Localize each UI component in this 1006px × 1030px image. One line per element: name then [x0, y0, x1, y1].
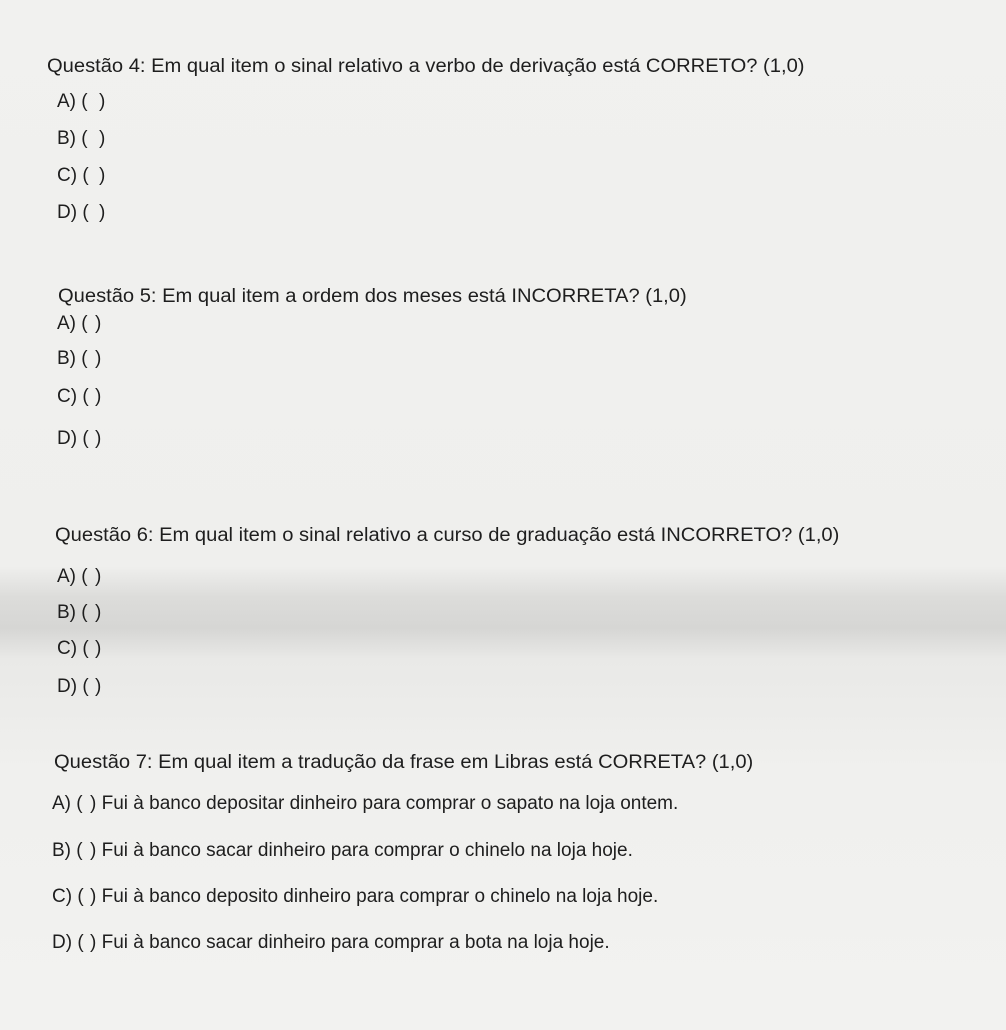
q6-option-c[interactable]: C) ( ) [57, 638, 102, 659]
q4-option-c[interactable]: C) ( ) [57, 165, 106, 186]
q7-option-a[interactable]: A) ( ) Fui à banco depositar dinheiro para comprar o sapato na loja ontem. [52, 793, 679, 814]
q7-option-d[interactable]: D) ( ) Fui à banco sacar dinheiro para comprar a bota na loja hoje. [52, 932, 610, 953]
q6-option-d[interactable]: D) ( ) [57, 676, 102, 697]
q4-option-a[interactable]: A) ( ) [57, 91, 106, 112]
q7-option-b[interactable]: B) ( ) Fui à banco sacar dinheiro para comprar o chinelo na loja hoje. [52, 840, 633, 861]
question-4-title: Questão 4: Em qual item o sinal relativo a verbo de derivação está CORRETO? (1,0) [47, 56, 805, 77]
q7-option-c-text: Fui à banco deposito dinheiro para comprar o chinelo na loja hoje. [101, 886, 659, 907]
question-7-title: Questão 7: Em qual item a tradução da frase em Libras está CORRETA? (1,0) [54, 752, 754, 773]
q5-option-a[interactable]: A) ( ) [57, 313, 102, 334]
q7-option-d-text: Fui à banco sacar dinheiro para comprar a bota na loja hoje. [101, 932, 610, 953]
q7-option-b-text: Fui à banco sacar dinheiro para comprar o chinelo na loja hoje. [101, 840, 633, 861]
question-5-title: Questão 5: Em qual item a ordem dos meses está INCORRETA? (1,0) [58, 286, 687, 307]
q6-option-b[interactable]: B) ( ) [57, 602, 102, 623]
q5-option-d[interactable]: D) ( ) [57, 428, 102, 449]
q5-option-b[interactable]: B) ( ) [57, 348, 102, 369]
q5-option-c[interactable]: C) ( ) [57, 386, 102, 407]
q4-option-b[interactable]: B) ( ) [57, 128, 106, 149]
q7-option-a-text: Fui à banco depositar dinheiro para comprar o sapato na loja ontem. [101, 793, 679, 814]
q4-option-d[interactable]: D) ( ) [57, 202, 106, 223]
q6-option-a[interactable]: A) ( ) [57, 566, 102, 587]
q7-option-c[interactable]: C) ( ) Fui à banco deposito dinheiro para comprar o chinelo na loja hoje. [52, 886, 659, 907]
question-6-title: Questão 6: Em qual item o sinal relativo a curso de graduação está INCORRETO? (1,0) [55, 525, 840, 546]
